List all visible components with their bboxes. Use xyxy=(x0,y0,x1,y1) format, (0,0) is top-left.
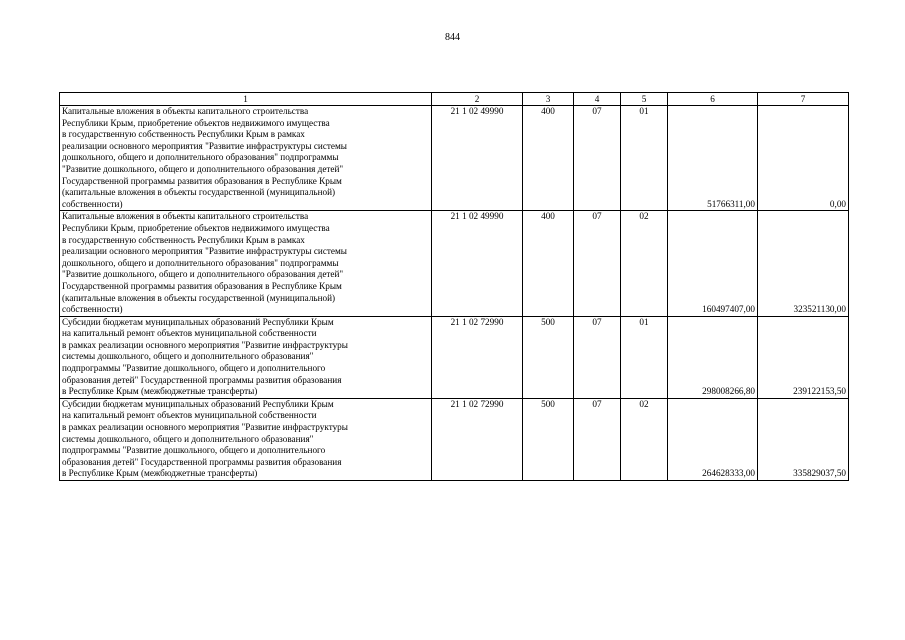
subsection-code: 01 xyxy=(621,316,668,398)
description-line: Государственной программы развития образования в Республике Крым xyxy=(62,280,342,291)
subsection-code: 01 xyxy=(621,106,668,211)
table-row xyxy=(60,211,849,316)
row-description xyxy=(60,211,432,316)
description-line: образования детей" Государственной программы развития образования xyxy=(62,456,342,467)
column-header: 5 xyxy=(621,93,668,106)
description-line: Республики Крым, приобретение объектов недвижимого имущества xyxy=(62,222,330,233)
subsection-code: 02 xyxy=(621,398,668,480)
section-code: 07 xyxy=(574,398,621,480)
amount-year-1: 298008266,80 xyxy=(668,316,758,398)
description-line: "Развитие дошкольного, общего и дополнительного образования детей" xyxy=(62,163,344,174)
section-code: 07 xyxy=(574,106,621,211)
subsection-code: 02 xyxy=(621,211,668,316)
description-line: в рамках реализации основного мероприятия "Развитие инфраструктуры xyxy=(62,422,348,433)
description-line: в Республике Крым (межбюджетные трансферты) xyxy=(62,386,258,397)
column-header: 2 xyxy=(432,93,523,106)
description-line: Субсидии бюджетам муниципальных образований Республики Крым xyxy=(62,316,334,327)
description-line: в государственную собственность Республики Крым в рамках xyxy=(62,129,305,140)
table-header-row xyxy=(60,93,849,106)
expense-type-code: 400 xyxy=(523,106,574,211)
description-line: подпрограммы "Развитие дошкольного, общего и дополнительного xyxy=(62,363,326,374)
description-line: системы дошкольного, общего и дополнительного образования" xyxy=(62,433,314,444)
table-row xyxy=(60,398,849,480)
description-line: собственности) xyxy=(62,198,123,209)
column-header: 4 xyxy=(574,93,621,106)
column-header: 7 xyxy=(758,93,849,106)
amount-year-2: 335829037,50 xyxy=(758,398,849,480)
description-line: Капитальные вложения в объекты капитального строительства xyxy=(62,106,309,116)
column-header: 3 xyxy=(523,93,574,106)
description-line: дошкольного, общего и дополнительного образования" подпрограммы xyxy=(62,152,339,163)
description-line: в государственную собственность Республики Крым в рамках xyxy=(62,234,305,245)
row-description xyxy=(60,398,432,480)
table-row xyxy=(60,106,849,211)
description-line: на капитальный ремонт объектов муниципальной собственности xyxy=(62,328,317,339)
description-line: Государственной программы развития образования в Республике Крым xyxy=(62,175,342,186)
amount-year-2: 239122153,50 xyxy=(758,316,849,398)
description-line: на капитальный ремонт объектов муниципальной собственности xyxy=(62,410,317,421)
description-line: в Республике Крым (межбюджетные трансферты) xyxy=(62,468,258,479)
description-line: дошкольного, общего и дополнительного образования" подпрограммы xyxy=(62,257,339,268)
description-line: реализации основного мероприятия "Развитие инфраструктуры системы xyxy=(62,140,347,151)
description-line: Республики Крым, приобретение объектов недвижимого имущества xyxy=(62,117,330,128)
amount-year-1: 264628333,00 xyxy=(668,398,758,480)
page-number: 844 xyxy=(445,32,460,43)
section-code: 07 xyxy=(574,211,621,316)
amount-year-2: 0,00 xyxy=(758,106,849,211)
target-article-code: 21 1 02 49990 xyxy=(432,211,523,316)
row-description xyxy=(60,316,432,398)
description-line: реализации основного мероприятия "Развитие инфраструктуры системы xyxy=(62,246,347,257)
description-line: (капитальные вложения в объекты государственной (муниципальной) xyxy=(62,187,336,198)
description-line: Капитальные вложения в объекты капитального строительства xyxy=(62,211,309,222)
target-article-code: 21 1 02 49990 xyxy=(432,106,523,211)
description-line: образования детей" Государственной программы развития образования xyxy=(62,374,342,385)
row-description xyxy=(60,106,432,211)
description-line: "Развитие дошкольного, общего и дополнительного образования детей" xyxy=(62,269,344,280)
amount-year-1: 51766311,00 xyxy=(668,106,758,211)
amount-year-2: 323521130,00 xyxy=(758,211,849,316)
description-line: собственности) xyxy=(62,304,123,315)
table-row xyxy=(60,316,849,398)
target-article-code: 21 1 02 72990 xyxy=(432,316,523,398)
column-header: 1 xyxy=(60,93,432,106)
budget-table xyxy=(59,92,849,481)
target-article-code: 21 1 02 72990 xyxy=(432,398,523,480)
description-line: системы дошкольного, общего и дополнительного образования" xyxy=(62,351,314,362)
amount-year-1: 160497407,00 xyxy=(668,211,758,316)
description-line: (капитальные вложения в объекты государственной (муниципальной) xyxy=(62,292,336,303)
description-line: Субсидии бюджетам муниципальных образований Республики Крым xyxy=(62,398,334,409)
column-header: 6 xyxy=(668,93,758,106)
expense-type-code: 500 xyxy=(523,316,574,398)
section-code: 07 xyxy=(574,316,621,398)
expense-type-code: 500 xyxy=(523,398,574,480)
description-line: подпрограммы "Развитие дошкольного, общего и дополнительного xyxy=(62,445,326,456)
expense-type-code: 400 xyxy=(523,211,574,316)
description-line: в рамках реализации основного мероприятия "Развитие инфраструктуры xyxy=(62,339,348,350)
